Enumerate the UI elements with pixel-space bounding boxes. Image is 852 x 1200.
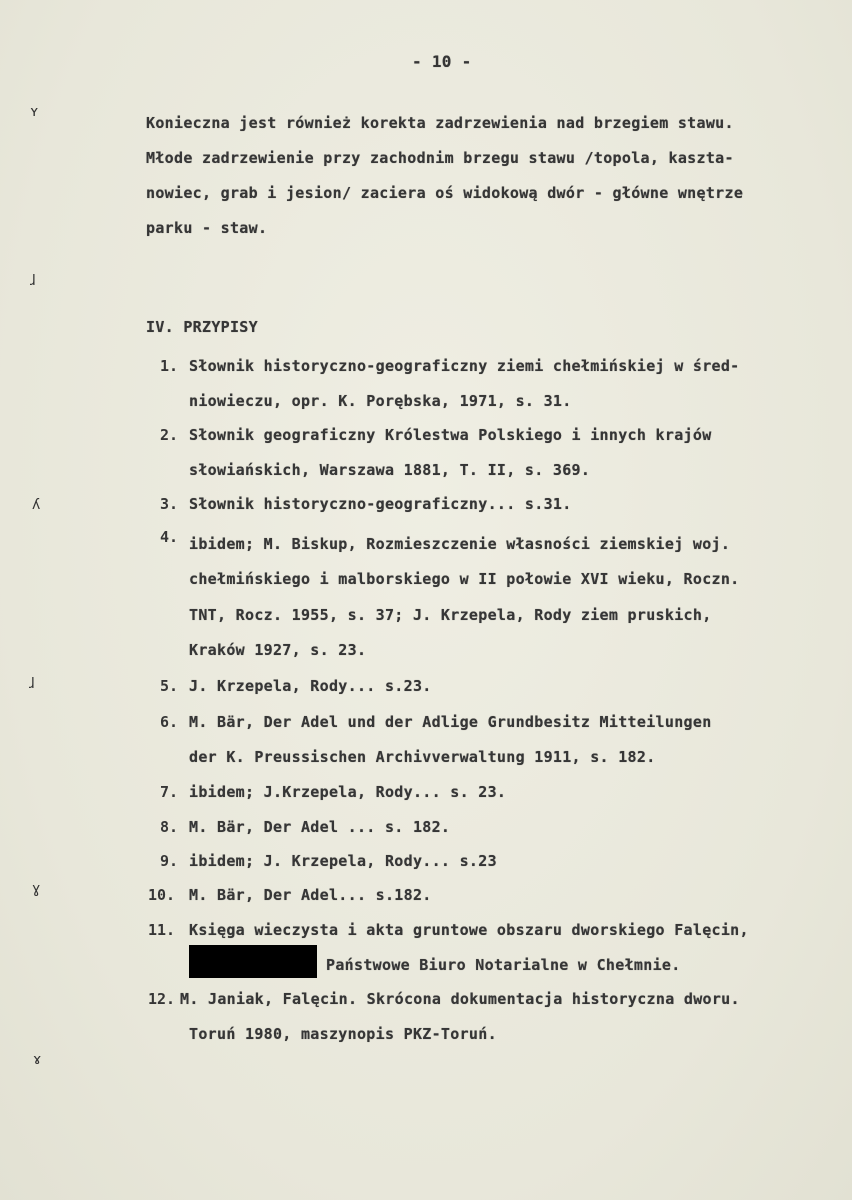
margin-mark: ɺ [29,676,35,692]
page-number: - 10 - [412,52,472,71]
footnote-line: ibidem; J.Krzepela, Rody... s. 23. [189,783,507,801]
footnote-line: Słownik historyczno-geograficzny ziemi chełmińskiej w śred- [189,357,740,375]
footnote-line: ibidem; M. Biskup, Rozmieszczenie własności ziemskiej woj. [189,535,731,553]
footnote-line: der K. Preussischen Archivverwaltung 1911, s. 182. [189,748,656,766]
margin-mark: ʎ [32,497,41,513]
footnote-number: 3. [160,495,179,513]
footnote-number: 12. [148,990,176,1008]
footnote-line: Słownik geograficzny Królestwa Polskiego i innych krajów [189,426,712,444]
footnote-number: 5. [160,677,179,695]
margin-mark: ʏ [30,104,39,120]
footnote-line: M. Bär, Der Adel und der Adlige Grundbesitz Mitteilungen [189,713,712,731]
paragraph-line: Młode zadrzewienie przy zachodnim brzegu stawu /topola, kasztа- [146,149,734,167]
footnote-line: chełmińskiego i malborskiego w II połowie XVI wieku, Roczn. [189,570,740,588]
footnote-line: Księga wieczysta i akta gruntowe obszaru dworskiego Falęcin, [189,921,749,939]
section-heading: IV. PRZYPISY [146,318,258,336]
footnote-number: 10. [148,886,176,904]
footnote-number: 8. [160,818,179,836]
margin-mark: ɣ [32,881,41,897]
footnote-line: Państwowe Biuro Notarialne w Chełmnie. [326,956,681,974]
footnote-number: 2. [160,426,179,444]
footnote-number: 9. [160,852,179,870]
footnote-line: ibidem; J. Krzepela, Rody... s.23 [189,852,497,870]
footnote-line: Słownik historyczno-geograficzny... s.31. [189,495,572,513]
footnote-line: niowieczu, opr. K. Porębska, 1971, s. 31. [189,392,572,410]
footnote-number: 11. [148,921,176,939]
footnote-number: 6. [160,713,179,731]
paragraph-line: nowiec, grab i jesion/ zaciera oś widokową dwór - główne wnętrze [146,184,744,202]
margin-mark: ɤ [33,1052,42,1068]
footnote-line: M. Bär, Der Adel... s.182. [189,886,432,904]
footnote-number: 7. [160,783,179,801]
footnote-line: TNT, Rocz. 1955, s. 37; J. Krzepela, Rody ziem pruskich, [189,606,712,624]
footnote-line: Toruń 1980, maszynopis PKZ-Toruń. [189,1025,497,1043]
redaction-block [189,945,317,978]
footnote-line: J. Krzepela, Rody... s.23. [189,677,432,695]
margin-mark: ɺ [30,273,36,289]
footnote-line: M. Janiak, Falęcin. Skrócona dokumentacja historyczna dworu. [180,990,740,1008]
paragraph-line: parku - staw. [146,219,268,237]
footnote-number: 4. [160,528,179,546]
footnote-number: 1. [160,357,179,375]
paragraph-line: Konieczna jest również korekta zadrzewienia nad brzegiem stawu. [146,114,734,132]
footnote-line: słowiańskich, Warszawa 1881, T. II, s. 369. [189,461,591,479]
footnote-line: M. Bär, Der Adel ... s. 182. [189,818,451,836]
footnote-line: Kraków 1927, s. 23. [189,641,367,659]
